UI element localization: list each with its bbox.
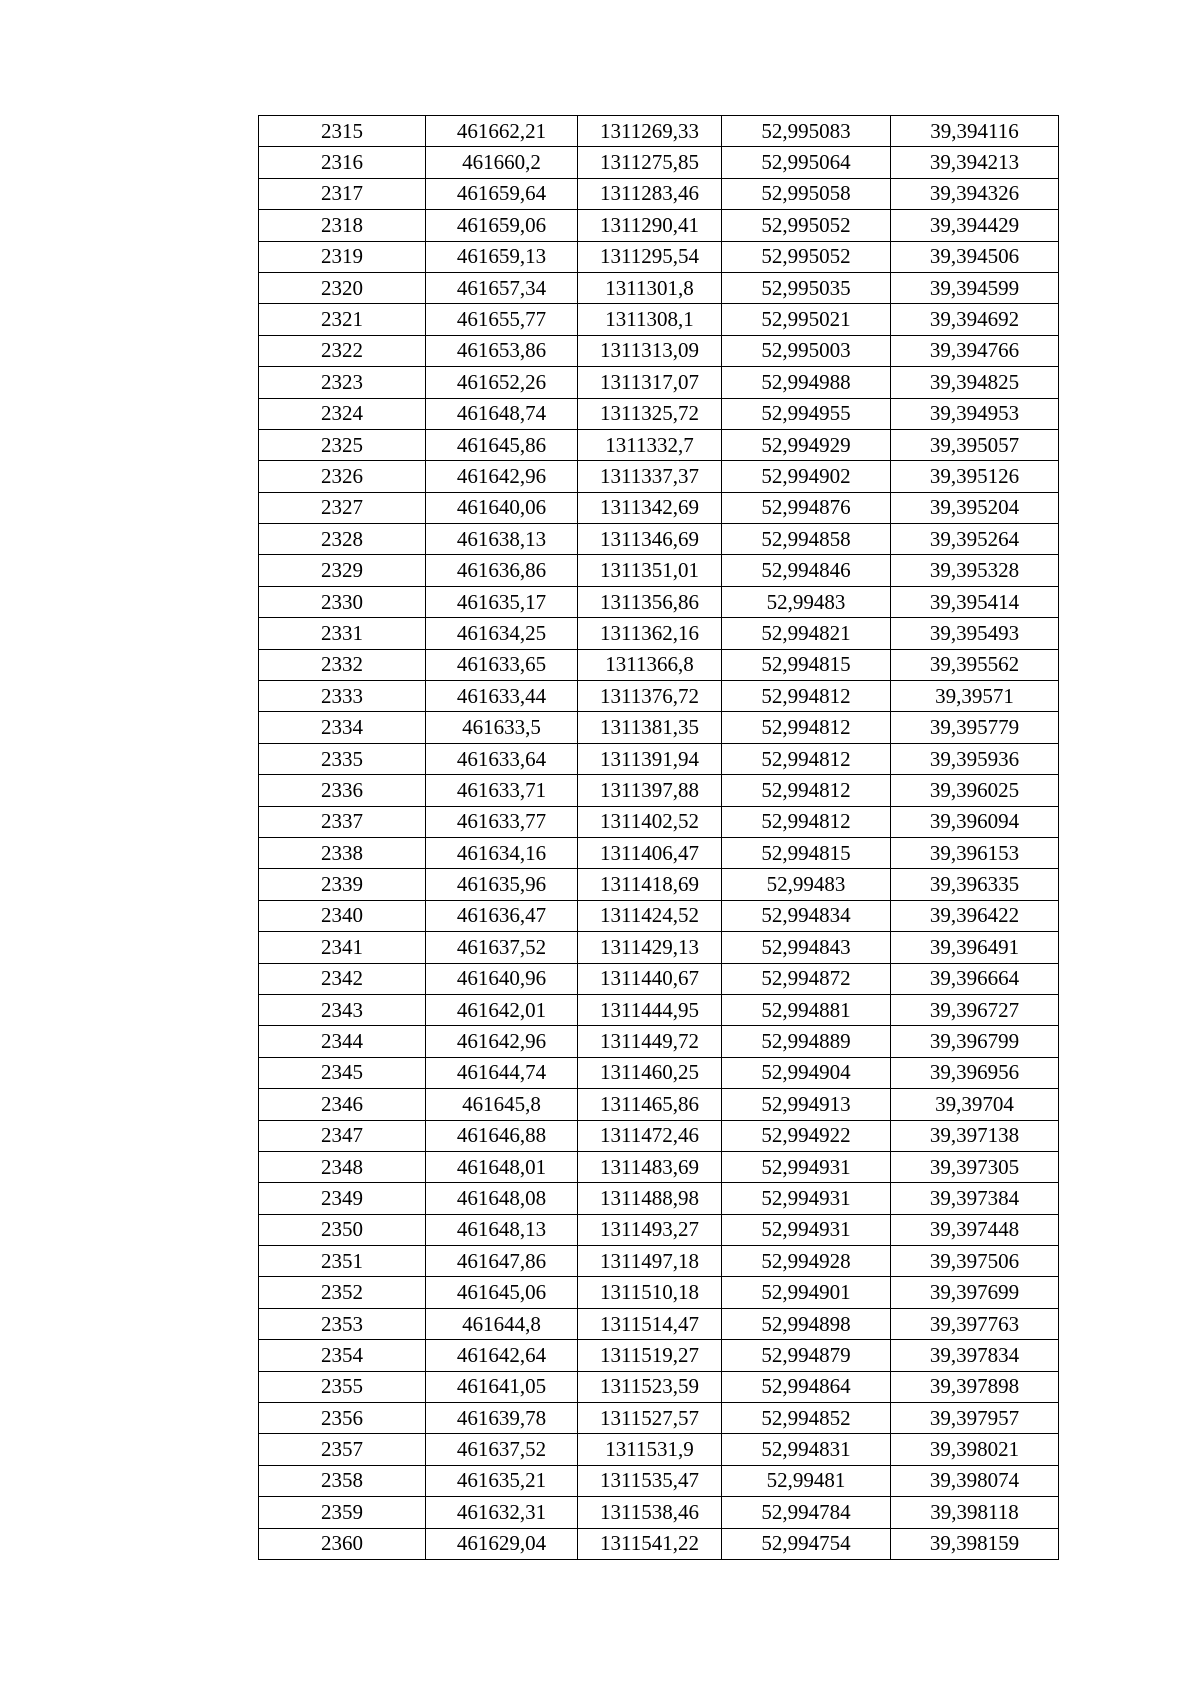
y-coordinate-cell: 1311424,52 [578,900,722,931]
point-number-cell: 2331 [259,618,426,649]
table-row [259,304,1059,335]
longitude-cell: 39,397138 [891,1120,1059,1151]
y-coordinate-cell: 1311313,09 [578,335,722,366]
table-row [259,555,1059,586]
latitude-cell: 52,994784 [722,1497,891,1528]
y-coordinate-cell: 1311523,59 [578,1371,722,1402]
x-coordinate-cell: 461641,05 [426,1371,578,1402]
y-coordinate-cell: 1311538,46 [578,1497,722,1528]
longitude-cell: 39,394429 [891,210,1059,241]
point-number-cell: 2315 [259,116,426,147]
y-coordinate-cell: 1311497,18 [578,1246,722,1277]
x-coordinate-cell: 461647,86 [426,1246,578,1277]
table-row [259,932,1059,963]
table-row [259,1434,1059,1465]
y-coordinate-cell: 1311342,69 [578,492,722,523]
point-number-cell: 2345 [259,1057,426,1088]
table-row [259,492,1059,523]
point-number-cell: 2357 [259,1434,426,1465]
x-coordinate-cell: 461640,96 [426,963,578,994]
point-number-cell: 2333 [259,681,426,712]
latitude-cell: 52,99483 [722,869,891,900]
point-number-cell: 2321 [259,304,426,335]
point-number-cell: 2348 [259,1151,426,1182]
table-row [259,1183,1059,1214]
x-coordinate-cell: 461659,64 [426,178,578,209]
x-coordinate-cell: 461642,01 [426,994,578,1025]
longitude-cell: 39,397305 [891,1151,1059,1182]
longitude-cell: 39,395562 [891,649,1059,680]
point-number-cell: 2338 [259,837,426,868]
x-coordinate-cell: 461633,44 [426,681,578,712]
latitude-cell: 52,995021 [722,304,891,335]
table-row [259,775,1059,806]
longitude-cell: 39,39571 [891,681,1059,712]
y-coordinate-cell: 1311465,86 [578,1089,722,1120]
table-row [259,963,1059,994]
table-row [259,461,1059,492]
latitude-cell: 52,994913 [722,1089,891,1120]
x-coordinate-cell: 461657,34 [426,272,578,303]
y-coordinate-cell: 1311444,95 [578,994,722,1025]
table-row [259,900,1059,931]
x-coordinate-cell: 461642,96 [426,1026,578,1057]
table-row [259,712,1059,743]
latitude-cell: 52,995058 [722,178,891,209]
y-coordinate-cell: 1311429,13 [578,932,722,963]
longitude-cell: 39,396727 [891,994,1059,1025]
y-coordinate-cell: 1311406,47 [578,837,722,868]
point-number-cell: 2349 [259,1183,426,1214]
longitude-cell: 39,397957 [891,1403,1059,1434]
x-coordinate-cell: 461644,74 [426,1057,578,1088]
table-row [259,1277,1059,1308]
longitude-cell: 39,395126 [891,461,1059,492]
y-coordinate-cell: 1311541,22 [578,1528,722,1559]
table-row [259,429,1059,460]
point-number-cell: 2352 [259,1277,426,1308]
table-row [259,1057,1059,1088]
latitude-cell: 52,995052 [722,241,891,272]
point-number-cell: 2322 [259,335,426,366]
y-coordinate-cell: 1311472,46 [578,1120,722,1151]
latitude-cell: 52,994955 [722,398,891,429]
y-coordinate-cell: 1311440,67 [578,963,722,994]
point-number-cell: 2320 [259,272,426,303]
longitude-cell: 39,396335 [891,869,1059,900]
table-row [259,681,1059,712]
latitude-cell: 52,994931 [722,1183,891,1214]
longitude-cell: 39,394599 [891,272,1059,303]
longitude-cell: 39,397448 [891,1214,1059,1245]
longitude-cell: 39,394692 [891,304,1059,335]
table-row [259,586,1059,617]
y-coordinate-cell: 1311366,8 [578,649,722,680]
x-coordinate-cell: 461638,13 [426,524,578,555]
table-row [259,147,1059,178]
latitude-cell: 52,994834 [722,900,891,931]
table-row [259,524,1059,555]
latitude-cell: 52,994876 [722,492,891,523]
point-number-cell: 2358 [259,1465,426,1496]
point-number-cell: 2343 [259,994,426,1025]
y-coordinate-cell: 1311402,52 [578,806,722,837]
point-number-cell: 2326 [259,461,426,492]
latitude-cell: 52,99481 [722,1465,891,1496]
x-coordinate-cell: 461629,04 [426,1528,578,1559]
x-coordinate-cell: 461635,96 [426,869,578,900]
latitude-cell: 52,994881 [722,994,891,1025]
y-coordinate-cell: 1311325,72 [578,398,722,429]
longitude-cell: 39,397506 [891,1246,1059,1277]
table-row [259,743,1059,774]
longitude-cell: 39,396664 [891,963,1059,994]
latitude-cell: 52,994831 [722,1434,891,1465]
table-row [259,994,1059,1025]
y-coordinate-cell: 1311519,27 [578,1340,722,1371]
longitude-cell: 39,395204 [891,492,1059,523]
longitude-cell: 39,398021 [891,1434,1059,1465]
x-coordinate-cell: 461636,47 [426,900,578,931]
x-coordinate-cell: 461648,08 [426,1183,578,1214]
x-coordinate-cell: 461633,5 [426,712,578,743]
latitude-cell: 52,994812 [722,681,891,712]
latitude-cell: 52,994846 [722,555,891,586]
table-row [259,806,1059,837]
latitude-cell: 52,994812 [722,712,891,743]
table-row [259,869,1059,900]
x-coordinate-cell: 461637,52 [426,1434,578,1465]
longitude-cell: 39,396799 [891,1026,1059,1057]
y-coordinate-cell: 1311356,86 [578,586,722,617]
x-coordinate-cell: 461645,86 [426,429,578,460]
y-coordinate-cell: 1311301,8 [578,272,722,303]
point-number-cell: 2319 [259,241,426,272]
latitude-cell: 52,994872 [722,963,891,994]
x-coordinate-cell: 461648,01 [426,1151,578,1182]
x-coordinate-cell: 461645,06 [426,1277,578,1308]
longitude-cell: 39,396094 [891,806,1059,837]
x-coordinate-cell: 461648,74 [426,398,578,429]
point-number-cell: 2341 [259,932,426,963]
longitude-cell: 39,397763 [891,1308,1059,1339]
latitude-cell: 52,994858 [722,524,891,555]
longitude-cell: 39,398159 [891,1528,1059,1559]
y-coordinate-cell: 1311269,33 [578,116,722,147]
y-coordinate-cell: 1311283,46 [578,178,722,209]
point-number-cell: 2327 [259,492,426,523]
point-number-cell: 2356 [259,1403,426,1434]
latitude-cell: 52,994904 [722,1057,891,1088]
x-coordinate-cell: 461633,71 [426,775,578,806]
latitude-cell: 52,994929 [722,429,891,460]
latitude-cell: 52,994928 [722,1246,891,1277]
point-number-cell: 2324 [259,398,426,429]
point-number-cell: 2332 [259,649,426,680]
longitude-cell: 39,394213 [891,147,1059,178]
longitude-cell: 39,394825 [891,367,1059,398]
longitude-cell: 39,396153 [891,837,1059,868]
x-coordinate-cell: 461660,2 [426,147,578,178]
latitude-cell: 52,995035 [722,272,891,303]
latitude-cell: 52,994931 [722,1214,891,1245]
longitude-cell: 39,395057 [891,429,1059,460]
table-row [259,1371,1059,1402]
longitude-cell: 39,397834 [891,1340,1059,1371]
latitude-cell: 52,994812 [722,775,891,806]
table-row [259,241,1059,272]
table-row [259,1308,1059,1339]
y-coordinate-cell: 1311381,35 [578,712,722,743]
latitude-cell: 52,994815 [722,649,891,680]
table-row [259,1214,1059,1245]
point-number-cell: 2336 [259,775,426,806]
point-number-cell: 2350 [259,1214,426,1245]
longitude-cell: 39,395493 [891,618,1059,649]
table-row [259,210,1059,241]
latitude-cell: 52,994812 [722,806,891,837]
y-coordinate-cell: 1311460,25 [578,1057,722,1088]
x-coordinate-cell: 461644,8 [426,1308,578,1339]
latitude-cell: 52,995064 [722,147,891,178]
point-number-cell: 2347 [259,1120,426,1151]
longitude-cell: 39,398074 [891,1465,1059,1496]
latitude-cell: 52,994922 [722,1120,891,1151]
longitude-cell: 39,397898 [891,1371,1059,1402]
point-number-cell: 2334 [259,712,426,743]
point-number-cell: 2351 [259,1246,426,1277]
point-number-cell: 2337 [259,806,426,837]
y-coordinate-cell: 1311510,18 [578,1277,722,1308]
point-number-cell: 2316 [259,147,426,178]
y-coordinate-cell: 1311290,41 [578,210,722,241]
longitude-cell: 39,394766 [891,335,1059,366]
y-coordinate-cell: 1311449,72 [578,1026,722,1057]
y-coordinate-cell: 1311397,88 [578,775,722,806]
y-coordinate-cell: 1311351,01 [578,555,722,586]
y-coordinate-cell: 1311493,27 [578,1214,722,1245]
x-coordinate-cell: 461632,31 [426,1497,578,1528]
longitude-cell: 39,396025 [891,775,1059,806]
table-row [259,1089,1059,1120]
x-coordinate-cell: 461639,78 [426,1403,578,1434]
longitude-cell: 39,397384 [891,1183,1059,1214]
latitude-cell: 52,994901 [722,1277,891,1308]
x-coordinate-cell: 461659,13 [426,241,578,272]
y-coordinate-cell: 1311332,7 [578,429,722,460]
table-row [259,367,1059,398]
x-coordinate-cell: 461634,25 [426,618,578,649]
x-coordinate-cell: 461637,52 [426,932,578,963]
y-coordinate-cell: 1311535,47 [578,1465,722,1496]
table-row [259,1120,1059,1151]
coordinates-table [258,115,1059,1560]
latitude-cell: 52,994902 [722,461,891,492]
point-number-cell: 2318 [259,210,426,241]
latitude-cell: 52,994931 [722,1151,891,1182]
x-coordinate-cell: 461635,21 [426,1465,578,1496]
y-coordinate-cell: 1311308,1 [578,304,722,335]
latitude-cell: 52,994864 [722,1371,891,1402]
latitude-cell: 52,994812 [722,743,891,774]
latitude-cell: 52,995083 [722,116,891,147]
point-number-cell: 2328 [259,524,426,555]
x-coordinate-cell: 461633,64 [426,743,578,774]
longitude-cell: 39,396422 [891,900,1059,931]
longitude-cell: 39,395936 [891,743,1059,774]
table-row [259,1246,1059,1277]
point-number-cell: 2344 [259,1026,426,1057]
point-number-cell: 2317 [259,178,426,209]
latitude-cell: 52,994754 [722,1528,891,1559]
x-coordinate-cell: 461636,86 [426,555,578,586]
coordinates-table-body [259,116,1059,1560]
x-coordinate-cell: 461659,06 [426,210,578,241]
x-coordinate-cell: 461635,17 [426,586,578,617]
y-coordinate-cell: 1311418,69 [578,869,722,900]
point-number-cell: 2355 [259,1371,426,1402]
table-row [259,398,1059,429]
x-coordinate-cell: 461655,77 [426,304,578,335]
latitude-cell: 52,995052 [722,210,891,241]
y-coordinate-cell: 1311317,07 [578,367,722,398]
y-coordinate-cell: 1311337,37 [578,461,722,492]
point-number-cell: 2346 [259,1089,426,1120]
y-coordinate-cell: 1311483,69 [578,1151,722,1182]
table-row [259,1151,1059,1182]
point-number-cell: 2335 [259,743,426,774]
table-row [259,116,1059,147]
longitude-cell: 39,394116 [891,116,1059,147]
x-coordinate-cell: 461648,13 [426,1214,578,1245]
longitude-cell: 39,395264 [891,524,1059,555]
longitude-cell: 39,394953 [891,398,1059,429]
point-number-cell: 2339 [259,869,426,900]
point-number-cell: 2360 [259,1528,426,1559]
y-coordinate-cell: 1311362,16 [578,618,722,649]
table-row [259,1497,1059,1528]
table-row [259,1465,1059,1496]
latitude-cell: 52,994815 [722,837,891,868]
x-coordinate-cell: 461640,06 [426,492,578,523]
longitude-cell: 39,396956 [891,1057,1059,1088]
table-row [259,178,1059,209]
x-coordinate-cell: 461642,96 [426,461,578,492]
table-row [259,335,1059,366]
point-number-cell: 2325 [259,429,426,460]
table-row [259,649,1059,680]
point-number-cell: 2359 [259,1497,426,1528]
latitude-cell: 52,994852 [722,1403,891,1434]
point-number-cell: 2329 [259,555,426,586]
x-coordinate-cell: 461653,86 [426,335,578,366]
table-row [259,1528,1059,1559]
longitude-cell: 39,39704 [891,1089,1059,1120]
x-coordinate-cell: 461646,88 [426,1120,578,1151]
point-number-cell: 2340 [259,900,426,931]
y-coordinate-cell: 1311346,69 [578,524,722,555]
y-coordinate-cell: 1311391,94 [578,743,722,774]
x-coordinate-cell: 461652,26 [426,367,578,398]
longitude-cell: 39,396491 [891,932,1059,963]
point-number-cell: 2353 [259,1308,426,1339]
longitude-cell: 39,394506 [891,241,1059,272]
y-coordinate-cell: 1311514,47 [578,1308,722,1339]
x-coordinate-cell: 461642,64 [426,1340,578,1371]
longitude-cell: 39,394326 [891,178,1059,209]
y-coordinate-cell: 1311376,72 [578,681,722,712]
longitude-cell: 39,397699 [891,1277,1059,1308]
y-coordinate-cell: 1311531,9 [578,1434,722,1465]
y-coordinate-cell: 1311488,98 [578,1183,722,1214]
latitude-cell: 52,994821 [722,618,891,649]
x-coordinate-cell: 461633,77 [426,806,578,837]
table-row [259,1403,1059,1434]
table-row [259,1340,1059,1371]
latitude-cell: 52,995003 [722,335,891,366]
latitude-cell: 52,994879 [722,1340,891,1371]
point-number-cell: 2323 [259,367,426,398]
latitude-cell: 52,99483 [722,586,891,617]
x-coordinate-cell: 461645,8 [426,1089,578,1120]
y-coordinate-cell: 1311527,57 [578,1403,722,1434]
point-number-cell: 2354 [259,1340,426,1371]
y-coordinate-cell: 1311275,85 [578,147,722,178]
longitude-cell: 39,395779 [891,712,1059,743]
latitude-cell: 52,994988 [722,367,891,398]
point-number-cell: 2342 [259,963,426,994]
point-number-cell: 2330 [259,586,426,617]
x-coordinate-cell: 461633,65 [426,649,578,680]
x-coordinate-cell: 461662,21 [426,116,578,147]
latitude-cell: 52,994889 [722,1026,891,1057]
longitude-cell: 39,395328 [891,555,1059,586]
x-coordinate-cell: 461634,16 [426,837,578,868]
table-row [259,618,1059,649]
latitude-cell: 52,994898 [722,1308,891,1339]
table-row [259,837,1059,868]
table-row [259,272,1059,303]
latitude-cell: 52,994843 [722,932,891,963]
y-coordinate-cell: 1311295,54 [578,241,722,272]
longitude-cell: 39,395414 [891,586,1059,617]
longitude-cell: 39,398118 [891,1497,1059,1528]
table-row [259,1026,1059,1057]
